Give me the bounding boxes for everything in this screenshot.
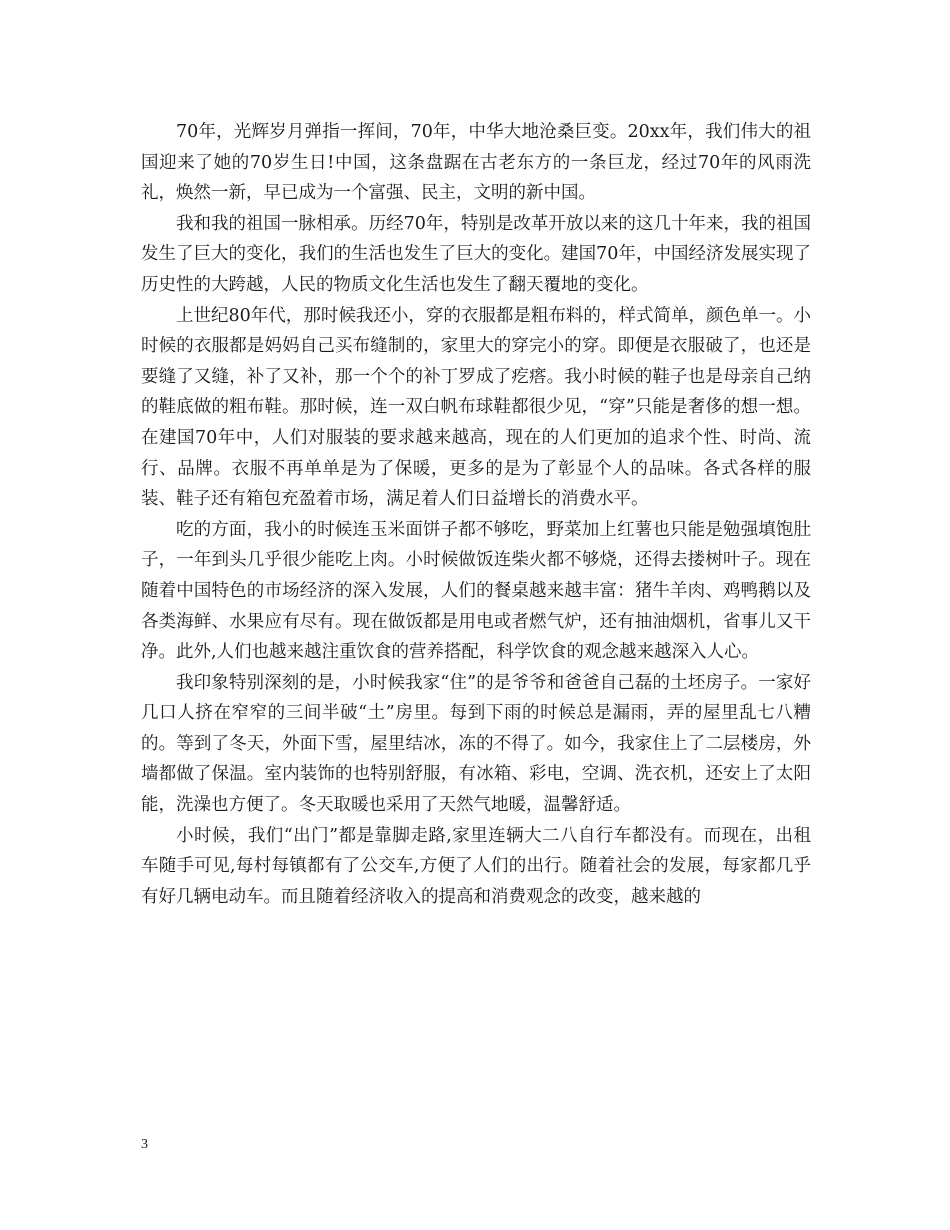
body-text: [141, 117, 811, 912]
paragraph-5: 我印象特别深刻的是，小时候我家“住”的是爷爷和爸爸自己磊的土坯房子。一家好几口人挤在窄窄的三间半破“土”房里。每到下雨的时候总是漏雨，弄的屋里乱七八糟的。等到了冬天，外面下雪，屋里结冰，冻的不得了。如今，我家住上了二层楼房，外墙都做了保温。室内装饰的也特别舒服，有冰箱、彩电，空调、洗衣机，还安上了太阳能，洗澡也方便了。冬天取暖也采用了天然气地暖，温馨舒适。: [141, 672, 811, 816]
paragraph-4: 吃的方面，我小的时候连玉米面饼子都不够吃，野菜加上红薯也只能是勉强填饱肚子，一年到头几乎很少能吃上肉。小时候做饭连柴火都不够烧，还得去搂树叶子。现在随着中国特色的市场经济的深入发展，人们的餐桌越来越丰富：猪牛羊肉、鸡鸭鹅以及各类海鲜、水果应有尽有。现在做饭都是用电或者燃气炉，还有抽油烟机，省事儿又干净。此外,人们也越来越注重饮食的营养搭配，科学饮食的观念越来越深入人心。: [141, 519, 811, 663]
paragraph-6: 小时候，我们“出门”都是靠脚走路,家里连辆大二八自行车都没有。而现在，出租车随手可见,每村每镇都有了公交车,方便了人们的出行。随着社会的发展，每家都几乎有好几辆电动车。而且随着经济收入的提高和消费观念的改变，越来越的: [141, 825, 811, 907]
page-number: 3: [141, 1137, 148, 1152]
paragraph-1: 70年，光辉岁月弹指一挥间，70年，中华大地沧桑巨变。20xx年，我们伟大的祖国迎来了她的70岁生日!中国，这条盘踞在古老东方的一条巨龙，经过70年的风雨洗礼，焕然一新，早已成为一个富强、民主，文明的新中国。: [141, 122, 811, 204]
paragraph-2: 我和我的祖国一脉相承。历经70年，特别是改革开放以来的这几十年来，我的祖国发生了巨大的变化，我们的生活也发生了巨大的变化。建国70年，中国经济发展实现了历史性的大跨越，人民的物质文化生活也发生了翻天覆地的变化。: [141, 213, 811, 295]
paragraph-3: 上世纪80年代，那时候我还小，穿的衣服都是粗布料的，样式简单，颜色单一。小时候的衣服都是妈妈自己买布缝制的，家里大的穿完小的穿。即便是衣服破了，也还是要缝了又缝，补了又补，那一个个的补丁罗成了疙瘩。我小时候的鞋子也是母亲自己纳的鞋底做的粗布鞋。那时候，连一双白帆布球鞋都很少见，“穿”只能是奢侈的想一想。在建国70年中，人们对服装的要求越来越高，现在的人们更加的追求个性、时尚、流行、品牌。衣服不再单单是为了保暖，更多的是为了彰显个人的品味。各式各样的服装、鞋子还有箱包充盈着市场，满足着人们日益增长的消费水平。: [141, 305, 811, 510]
